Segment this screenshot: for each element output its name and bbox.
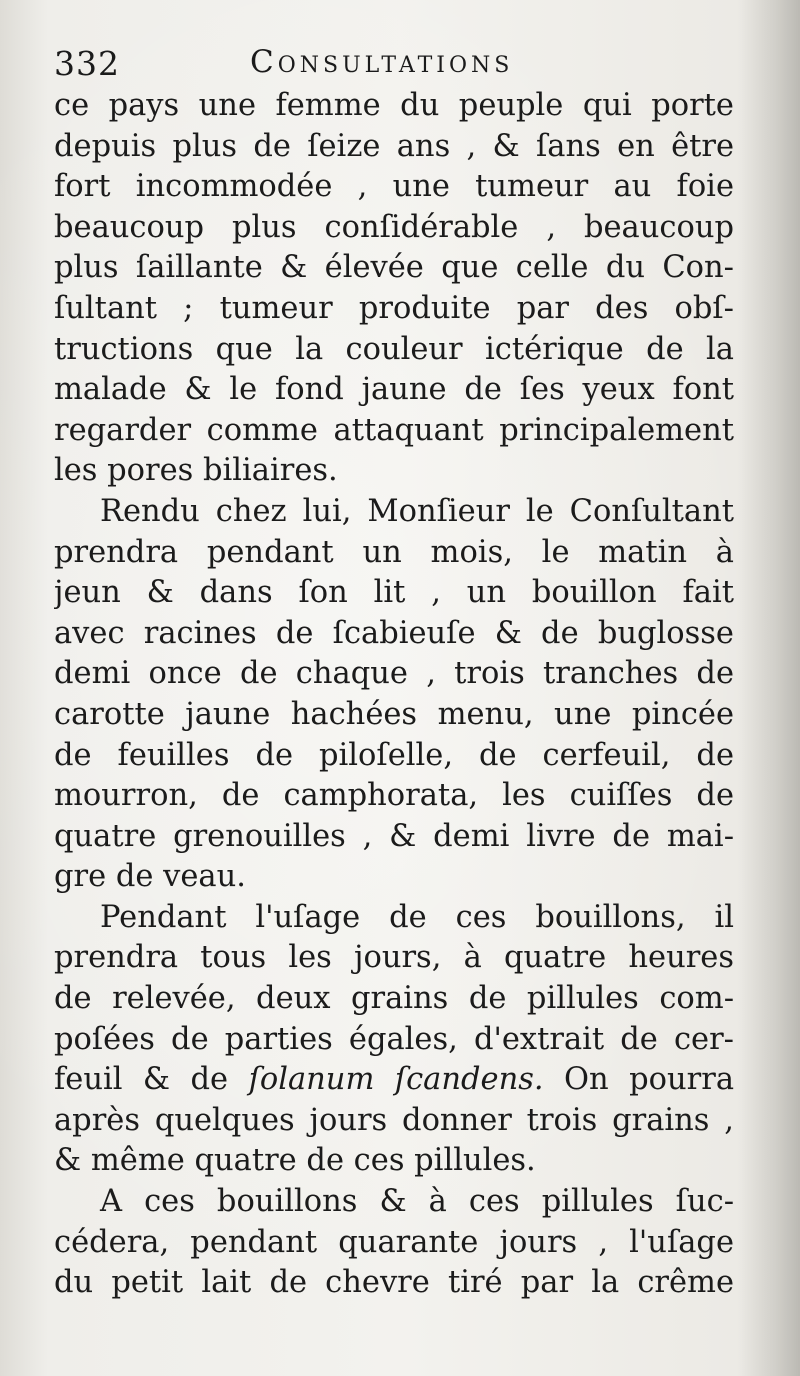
text-line: avec racines de ſcabieuſe & de buglosse <box>54 615 734 651</box>
text-line: prendra pendant un mois, le matin à <box>54 534 734 570</box>
text-line: fort incommodée , une tumeur au foie <box>54 169 734 205</box>
text-line: demi once de chaque , trois tranches de <box>54 656 734 692</box>
text-segment: feuil & de <box>54 1062 229 1098</box>
text-line-mixed <box>54 1060 734 1101</box>
italic-text-segment: ſolanum ſcandens. <box>248 1062 544 1098</box>
text-line: mourron, de camphorata, les cuiſſes de <box>54 778 734 814</box>
text-line: ce pays une femme du peuple qui porte <box>54 88 734 123</box>
page-header <box>54 40 744 92</box>
text-line: prendra tous les jours, à quatre heures <box>54 940 734 976</box>
text-line: gre de veau. <box>54 859 246 895</box>
page-number: 332 <box>54 44 120 83</box>
text-line: quatre grenouilles , & demi livre de mai- <box>54 818 734 854</box>
text-line: ſultant ; tumeur produite par des obſ- <box>54 290 734 326</box>
text-line: Rendu chez lui, Monſieur le Conſultant <box>100 493 734 529</box>
text-line: malade & le fond jaune de ſes yeux font <box>54 372 734 408</box>
page-gutter-shadow <box>740 0 800 1376</box>
text-line: plus ſaillante & élevée que celle du Con- <box>54 250 734 286</box>
running-head: Consultations <box>250 44 514 80</box>
text-line: de feuilles de piloſelle, de cerfeuil, de <box>54 737 734 773</box>
text-line: tructions que la couleur ictérique de la <box>54 331 734 367</box>
text-line: poſées de parties égales, d'extrait de cer- <box>54 1021 734 1057</box>
text-line: de relevée, deux grains de pillules com- <box>54 981 734 1017</box>
text-line: & même quatre de ces pillules. <box>54 1143 536 1179</box>
body-text <box>54 86 734 1304</box>
text-segment: On pourra <box>564 1062 734 1098</box>
text-line: A ces bouillons & à ces pillules ſuc- <box>100 1184 734 1220</box>
text-line: du petit lait de chevre tiré par la crême <box>54 1265 734 1301</box>
text-line: depuis plus de ſeize ans , & ſans en être <box>54 128 734 164</box>
text-line: les pores biliaires. <box>54 453 338 489</box>
text-line: après quelques jours donner trois grains , <box>54 1102 734 1138</box>
text-line: beaucoup plus conſidérable , beaucoup <box>54 209 734 245</box>
text-line: jeun & dans ſon lit , un bouillon fait <box>54 575 734 611</box>
text-line: regarder comme attaquant principalement <box>54 412 734 448</box>
text-line: carotte jaune hachées menu, une pincée <box>54 696 734 732</box>
text-line: cédera, pendant quarante jours , l'uſage <box>54 1224 734 1260</box>
text-line: Pendant l'uſage de ces bouillons, il <box>100 899 734 935</box>
